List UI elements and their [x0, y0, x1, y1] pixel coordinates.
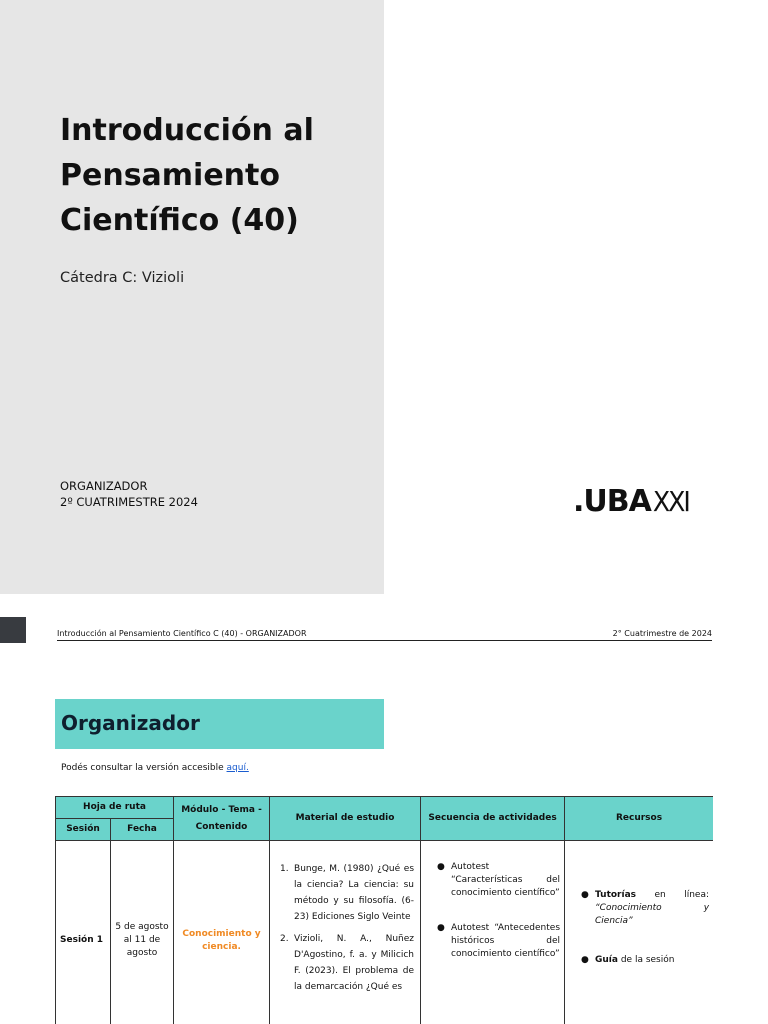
cover-title [60, 108, 360, 243]
header-secuencia: Secuencia de actividades [421, 797, 565, 841]
material-item [280, 931, 414, 995]
bullet-icon: ● [437, 862, 445, 872]
header-modulo: Módulo - Tema - Contenido [174, 797, 270, 841]
activity-text: Autotest “Antecedentes históricos del conocimiento científico” [451, 923, 561, 959]
resource-text: de la sesión [617, 954, 675, 965]
material-item-number: 1. [280, 864, 289, 874]
cover-title-line-3: Científico (40) [60, 203, 299, 238]
header-hoja-de-ruta: Hoja de ruta [56, 797, 174, 819]
activity-item [425, 861, 560, 900]
page-corner-marker [0, 617, 26, 643]
logo-bold-text: .UBA [573, 484, 651, 519]
bullet-icon: ● [437, 923, 445, 933]
cell-recursos [565, 841, 713, 1024]
bullet-icon: ● [581, 954, 589, 965]
resource-bold: Guía [595, 954, 618, 965]
cover-title-line-2: Pensamiento [60, 158, 280, 193]
header-recursos: Recursos [565, 797, 713, 841]
cell-actividades [421, 841, 565, 1024]
header-sesion: Sesión [56, 819, 111, 841]
cover-subtitle: Cátedra C: Vizioli [60, 270, 185, 286]
organizer-table-wrap [55, 796, 713, 1024]
material-item-text: Bunge, M. (1980) ¿Qué es la ciencia? La ciencia: su método y su filosofía. (6-23) Ediciones Siglo Veinte [294, 864, 415, 922]
resource-item [569, 889, 709, 928]
cell-sesion: Sesión 1 [56, 841, 111, 1024]
table-row [56, 841, 714, 1024]
accessible-version-note [61, 763, 249, 773]
bullet-icon: ● [581, 889, 589, 900]
cell-material [270, 841, 421, 1024]
logo-light-text: XXI [652, 485, 689, 518]
cover-term-label: 2º CUATRIMESTRE 2024 [60, 495, 198, 509]
resource-italic: “Conocimiento y Ciencia” [595, 902, 710, 926]
header-fecha: Fecha [111, 819, 174, 841]
running-header-title: Introducción al Pensamiento Científico C (40) - ORGANIZADOR [57, 629, 307, 638]
cell-fecha: 5 de agosto al 11 de agosto [111, 841, 174, 1024]
material-item-number: 2. [280, 934, 289, 944]
note-text: Podés consultar la versión accesible [61, 763, 227, 773]
resource-bold: Tutorías [595, 889, 637, 900]
header-material: Material de estudio [270, 797, 421, 841]
material-item-text: Vizioli, N. A., Nuñez D'Agostino, f. a. y Milicich F. (2023). El problema de la demarcación ¿Qué es [294, 934, 415, 992]
resource-item [569, 954, 709, 967]
uba-xxi-logo [573, 484, 689, 524]
activity-text: Autotest “Características del conocimiento científico” [451, 862, 561, 898]
cell-modulo: Conocimiento y ciencia. [174, 841, 270, 1024]
cover-org-label: ORGANIZADOR [60, 479, 148, 493]
running-header [57, 628, 712, 641]
resource-text: en línea: [636, 889, 710, 900]
section-heading: Organizador [55, 699, 384, 749]
organizer-table [55, 796, 713, 1024]
accessible-version-link[interactable]: aquí. [226, 763, 249, 773]
cover-organizer-block [60, 478, 198, 510]
running-header-term: 2° Cuatrimestre de 2024 [612, 629, 712, 638]
activity-item [425, 922, 560, 961]
material-item [280, 861, 414, 925]
cover-title-line-1: Introducción al [60, 113, 314, 148]
